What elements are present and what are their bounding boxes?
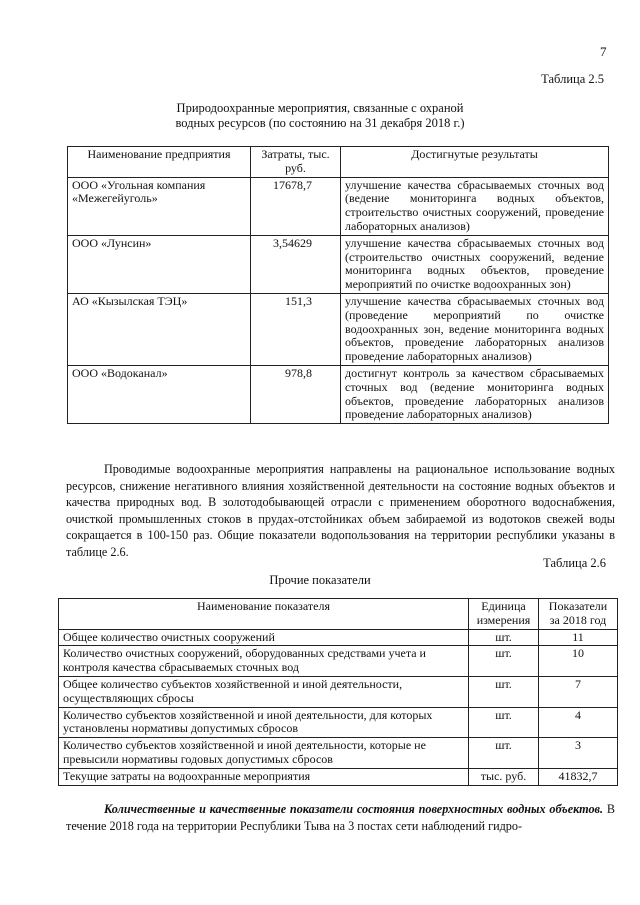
header-value-2018: Показатели за 2018 год [539, 599, 618, 630]
result-text: достигнут контроль за качеством сбрасываемых сточных вод (ведение мониторинга водных объектов, проведение лабораторных анализов проведение лабораторных анализов) [341, 365, 609, 423]
indicator-value: 7 [539, 676, 618, 707]
enterprise-name: ООО «Угольная компания «Межегейуголь» [68, 177, 251, 235]
result-text: улучшение качества сбрасываемых сточных вод (проведение мероприятий по очистке водоохранных зон, ведение мониторинга водных объектов, проведение лабораторных анализов проведение лабораторных анализов) [341, 293, 609, 365]
enterprise-name: ООО «Лунсин» [68, 235, 251, 293]
table-row [59, 738, 618, 769]
body-paragraph-2 [66, 801, 615, 834]
indicator-name: Текущие затраты на водоохранные мероприятия [59, 768, 469, 785]
table-row [59, 707, 618, 738]
table-2-5-label: Таблица 2.5 [541, 72, 604, 86]
indicator-value: 10 [539, 646, 618, 677]
table-row [68, 177, 609, 235]
table-2-6-label: Таблица 2.6 [543, 556, 606, 570]
unit-value: шт. [469, 646, 539, 677]
table-row [68, 235, 609, 293]
page-number: 7 [600, 44, 607, 59]
table-row [59, 646, 618, 677]
result-text: улучшение качества сбрасываемых сточных вод (строительство очистных сооружений, ведение мониторинга водных объектов, проведение мероприятий по очистке водоохранных зон) [341, 235, 609, 293]
indicator-name: Количество субъектов хозяйственной и иной деятельности, для которых установлены нормативы допустимых сбросов [59, 707, 469, 738]
environmental-measures-table [67, 146, 609, 424]
indicator-name: Количество субъектов хозяйственной и иной деятельности, которые не превысили нормативы годовых допустимых сбросов [59, 738, 469, 769]
unit-value: шт. [469, 707, 539, 738]
unit-value: шт. [469, 738, 539, 769]
unit-value: шт. [469, 676, 539, 707]
section-lead-in: Количественные и качественные показатели состояния поверхностных водных объектов. [104, 802, 604, 816]
table-row [68, 293, 609, 365]
indicator-value: 11 [539, 629, 618, 646]
indicator-value: 4 [539, 707, 618, 738]
body-paragraph: Проводимые водоохранные мероприятия направлены на рациональное использование водных ресурсов, снижение негативного влияния хозяйственной деятельности на состояние водных объектов и качества природных вод. В золотодобывающей отрасли с применением оборотного водоснабжения, очисткой промышленных стоков в прудах-отстойниках объем забираемой из водотоков свежей воды сокращается в 100-150 раз. Общие показатели водопользования на территории республики указаны в таблице 2.6. [66, 462, 615, 559]
table-2-6-title: Прочие показатели [269, 573, 371, 587]
indicator-value: 41832,7 [539, 768, 618, 785]
cost-value: 151,3 [251, 293, 341, 365]
indicator-name: Количество очистных сооружений, оборудованных средствами учета и контроля качества сбрасываемых сточных вод [59, 646, 469, 677]
table-2-5-title-line1: Природоохранные мероприятия, связанные с охраной [176, 101, 464, 115]
indicator-name: Общее количество субъектов хозяйственной и иной деятельности, осуществляющих сбросы [59, 676, 469, 707]
table-header-row [68, 147, 609, 178]
header-indicator-name: Наименование показателя [59, 599, 469, 630]
enterprise-name: АО «Кызылская ТЭЦ» [68, 293, 251, 365]
unit-value: шт. [469, 629, 539, 646]
table-row [59, 676, 618, 707]
cost-value: 3,54629 [251, 235, 341, 293]
table-row [68, 365, 609, 423]
cost-value: 17678,7 [251, 177, 341, 235]
table-2-5-title [0, 101, 640, 131]
header-costs: Затраты, тыс. руб. [251, 147, 341, 178]
table-row [59, 768, 618, 785]
table-2-5-title-line2: водных ресурсов (по состоянию на 31 декабря 2018 г.) [175, 116, 465, 130]
other-indicators-table [58, 598, 618, 786]
unit-value: тыс. руб. [469, 768, 539, 785]
table-header-row [59, 599, 618, 630]
header-enterprise-name: Наименование предприятия [68, 147, 251, 178]
paragraph-text: В течение 2018 года на территории Республики Тыва на 3 постах сети наблюдений гидро- [66, 802, 615, 833]
header-unit: Единица измерения [469, 599, 539, 630]
result-text: улучшение качества сбрасываемых сточных вод (ведение мониторинга водных объектов, строительство очистных сооружений, проведение лабораторных анализов) [341, 177, 609, 235]
table-row [59, 629, 618, 646]
cost-value: 978,8 [251, 365, 341, 423]
header-results: Достигнутые результаты [341, 147, 609, 178]
enterprise-name: ООО «Водоканал» [68, 365, 251, 423]
indicator-value: 3 [539, 738, 618, 769]
indicator-name: Общее количество очистных сооружений [59, 629, 469, 646]
